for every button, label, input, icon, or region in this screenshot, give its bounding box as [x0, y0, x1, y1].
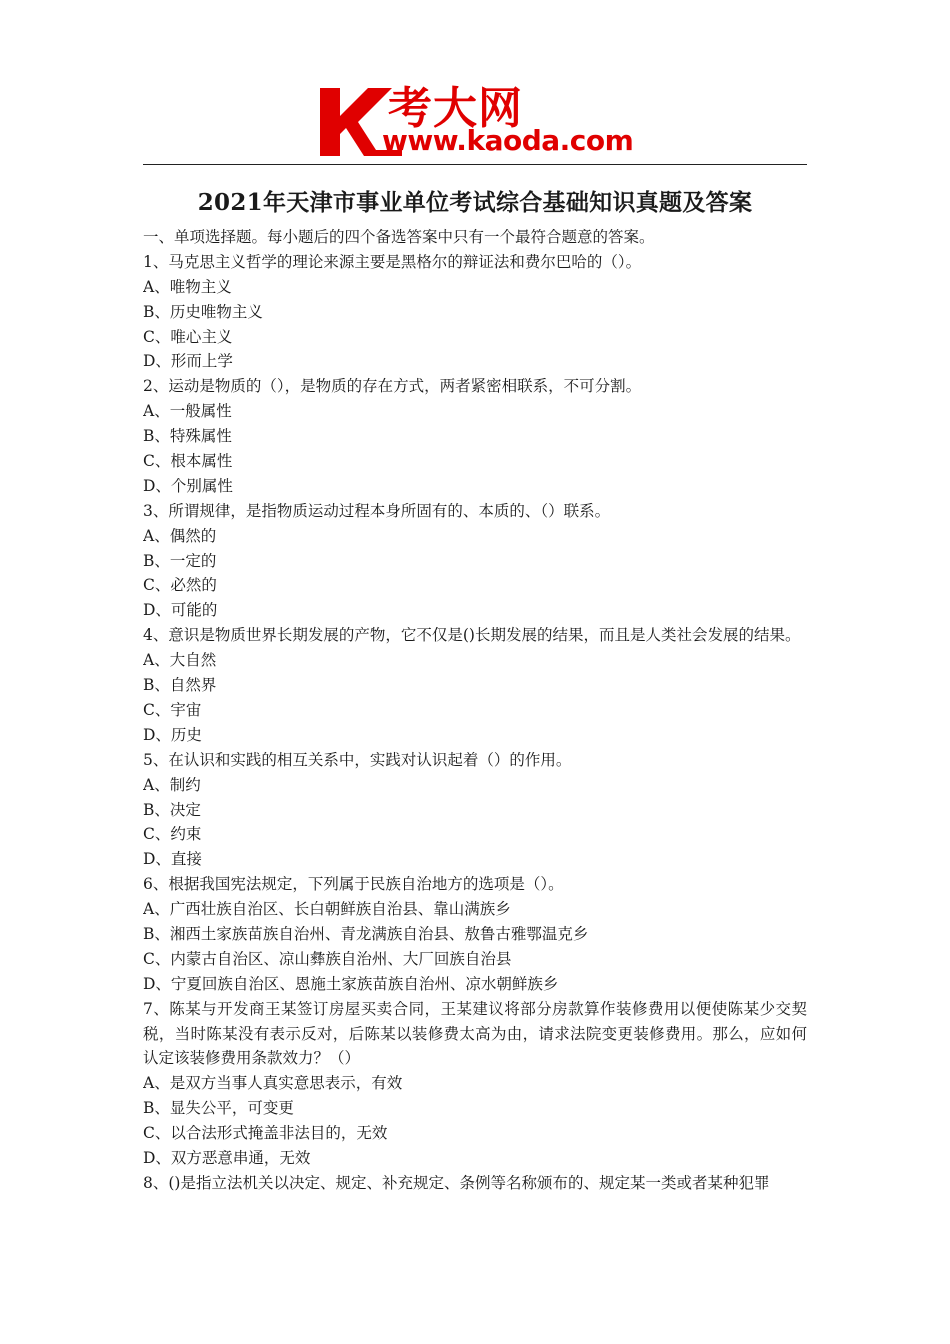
answer-option: B、自然界	[143, 676, 217, 695]
answer-option: A、偶然的	[143, 526, 217, 545]
logo-brand-text: 考大网	[388, 83, 523, 134]
answer-option: D、宁夏回族自治区、恩施土家族苗族自治州、凉水朝鲜族乡	[143, 974, 559, 993]
answer-option: D、形而上学	[143, 352, 233, 371]
answer-option: D、直接	[143, 850, 202, 869]
document-title: 2021年天津市事业单位考试综合基础知识真题及答案	[197, 189, 753, 216]
answer-option: C、以合法形式掩盖非法目的，无效	[143, 1124, 388, 1143]
question-stem: 3、所谓规律，是指物质运动过程本身所固有的、本质的、（）联系。	[143, 501, 611, 520]
answer-option: C、约束	[143, 825, 202, 844]
answer-option: D、历史	[143, 725, 202, 744]
question-stem: 8、()是指立法机关以决定、规定、补充规定、条例等名称颁布的、规定某一类或者某种犯罪	[143, 1173, 770, 1192]
answer-option: D、个别属性	[143, 476, 233, 495]
answer-option: A、是双方当事人真实意思表示，有效	[143, 1074, 403, 1093]
answer-option: A、制约	[143, 775, 201, 794]
answer-option: C、宇宙	[143, 700, 202, 719]
answer-option: B、决定	[143, 800, 201, 819]
question-stem: 5、在认识和实践的相互关系中，实践对认识起着（）的作用。	[143, 750, 572, 769]
question-stem: 1、马克思主义哲学的理论来源主要是黑格尔的辩证法和费尔巴哈的（）。	[143, 252, 642, 271]
question-stem: 4、意识是物质世界长期发展的产物，它不仅是()长期发展的结果，而且是人类社会发展的结果。	[143, 626, 801, 645]
section-heading: 一、单项选择题。每小题后的四个备选答案中只有一个最符合题意的答案。	[143, 228, 655, 246]
question-stem: 2、运动是物质的（），是物质的存在方式，两者紧密相联系，不可分割。	[143, 377, 642, 396]
document-body	[143, 225, 807, 1196]
logo-url-text: www.kaoda.com	[382, 124, 634, 157]
answer-option: A、广西壮族自治区、长白朝鲜族自治县、靠山满族乡	[143, 900, 511, 919]
answer-option: A、大自然	[143, 651, 217, 670]
answer-option: C、必然的	[143, 576, 217, 595]
question-stem: 6、根据我国宪法规定，下列属于民族自治地方的选项是（）。	[143, 875, 564, 894]
answer-option: B、特殊属性	[143, 427, 232, 446]
question-stem: 7、陈某与开发商王某签订房屋买卖合同，王某建议将部分房款算作装修费用以便使陈某少交契税，当时陈某没有表示反对，后陈某以装修费太高为由，请求法院变更装修费用。那么，应如何认定该装修费用条款效力？（）	[143, 999, 807, 1068]
header-divider	[143, 164, 807, 165]
answer-option: A、唯物主义	[143, 277, 232, 296]
answer-option: B、湘西土家族苗族自治州、青龙满族自治县、敖鲁古雅鄂温克乡	[143, 924, 589, 943]
answer-option: B、显失公平，可变更	[143, 1099, 294, 1118]
answer-option: C、根本属性	[143, 452, 233, 471]
answer-option: B、一定的	[143, 551, 217, 570]
answer-option: A、一般属性	[143, 402, 232, 421]
answer-option: D、可能的	[143, 601, 218, 620]
answer-option: C、唯心主义	[143, 327, 233, 346]
answer-option: B、历史唯物主义	[143, 302, 263, 321]
answer-option: C、内蒙古自治区、凉山彝族自治州、大厂回族自治县	[143, 949, 512, 968]
kaoda-logo	[318, 76, 638, 160]
answer-option: D、双方恶意串通，无效	[143, 1149, 311, 1168]
